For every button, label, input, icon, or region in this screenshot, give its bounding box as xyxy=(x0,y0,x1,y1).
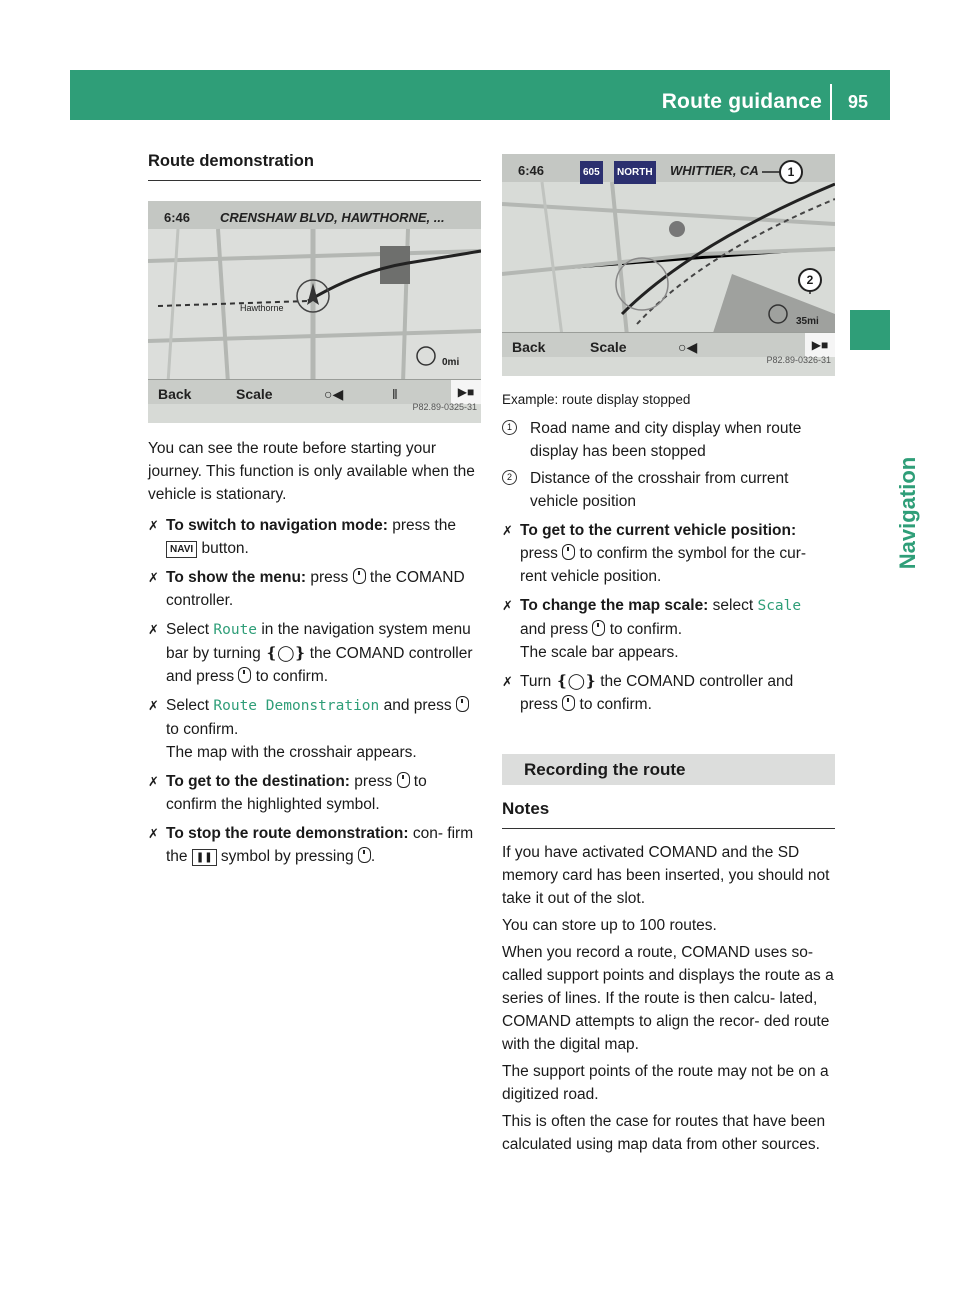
play-destination-icon[interactable]: ▶■ xyxy=(805,333,835,357)
step-arrow-icon: ✗ xyxy=(148,622,159,637)
step-arrow-icon: ✗ xyxy=(148,570,159,585)
left-column xyxy=(148,150,481,874)
callout-1: 1 xyxy=(779,160,803,184)
navigation-arrow-icon[interactable]: ○◀ xyxy=(678,339,698,355)
route-demo-screenshot xyxy=(148,201,481,423)
header-divider xyxy=(830,84,832,120)
press-controller-icon xyxy=(238,667,251,683)
step-show-menu: ✗ To show the menu: press the COMAND controller. xyxy=(148,566,481,612)
turn-controller-icon: ❴◯❵ xyxy=(555,673,596,690)
step-select-route: ✗ Select Route in the navigation system menu bar by turning ❴◯❵ the COMAND controller and press to confirm. xyxy=(148,618,481,688)
figure-reference: P82.89-0326-31 xyxy=(766,355,831,365)
scale-button[interactable]: Scale xyxy=(590,339,627,355)
notes-paragraph: You can store up to 100 routes. xyxy=(502,917,717,934)
direction-badge: NORTH xyxy=(614,161,656,184)
road-name-display: WHITTIER, CA xyxy=(670,163,759,178)
step-navigation-mode: ✗ To switch to navigation mode: press the NAVI button. xyxy=(148,514,481,560)
notes-paragraph: This is often the case for routes that have been calculated using map data from other sources. xyxy=(502,1113,826,1153)
recording-route-heading: Recording the route xyxy=(502,754,835,785)
distance-indicator: 35mi xyxy=(796,316,819,327)
figure-reference: P82.89-0325-31 xyxy=(412,402,477,412)
road-name-display: CRENSHAW BLVD, HAWTHORNE, ... xyxy=(220,210,445,225)
pause-icon[interactable]: ‖ xyxy=(392,386,398,402)
step-turn-controller: ✗ Turn ❴◯❵ the COMAND controller and press to confirm. xyxy=(502,670,835,716)
step-stop-demonstration: ✗ To stop the route demonstration: con- firm the ❚❚ symbol by pressing . xyxy=(148,822,481,868)
back-button[interactable]: Back xyxy=(512,339,546,355)
notes-paragraph: The support points of the route may not be on a digitized road. xyxy=(502,1063,829,1103)
press-controller-icon xyxy=(456,696,469,712)
step-arrow-icon: ✗ xyxy=(148,518,159,533)
section-title: Route guidance xyxy=(661,90,822,113)
legend-item: 2 Distance of the crosshair from current vehicle position xyxy=(502,467,835,513)
menu-item-scale: Scale xyxy=(757,598,802,614)
side-tab-label: Navigation xyxy=(895,456,921,570)
play-destination-icon[interactable]: ▶■ xyxy=(451,380,481,404)
press-controller-icon xyxy=(562,695,575,711)
step-arrow-icon: ✗ xyxy=(148,698,159,713)
press-controller-icon xyxy=(592,620,605,636)
step-arrow-icon: ✗ xyxy=(502,674,513,689)
legend-number: 2 xyxy=(502,470,517,485)
clock: 6:46 xyxy=(164,210,191,225)
route-demonstration-heading: Route demonstration xyxy=(148,150,481,181)
legend-number: 1 xyxy=(502,420,517,435)
legend-item: 1 Road name and city display when route display has been stopped xyxy=(502,417,835,463)
route-stopped-screenshot xyxy=(502,154,835,376)
step-select-route-demonstration: ✗ Select Route Demonstration and press to confirm. The map with the crosshair appears. xyxy=(148,694,481,764)
step-arrow-icon: ✗ xyxy=(502,598,513,613)
back-button[interactable]: Back xyxy=(158,386,192,402)
map-label: Hawthorne xyxy=(240,303,284,313)
notes-paragraph: If you have activated COMAND and the SD memory card has been inserted, you should not take it out of the slot. xyxy=(502,844,830,907)
figure-caption: Example: route display stopped xyxy=(502,392,691,407)
menu-item-route: Route xyxy=(213,622,258,638)
side-tab-marker xyxy=(850,310,890,350)
turn-controller-icon: ❴◯❵ xyxy=(265,645,306,662)
route-shield-badge: 605 xyxy=(580,161,603,184)
callout-2: 2 xyxy=(798,268,822,292)
distance-indicator: 0mi xyxy=(442,357,460,368)
step-change-map-scale: ✗ To change the map scale: select Scale and press to confirm. The scale bar appears. xyxy=(502,594,835,664)
intro-paragraph: You can see the route before starting your journey. This function is only available when the vehicle is stationary. xyxy=(148,440,475,503)
right-column xyxy=(502,150,835,1160)
step-get-to-destination: ✗ To get to the destination: press to confirm the highlighted symbol. xyxy=(148,770,481,816)
scale-button[interactable]: Scale xyxy=(236,386,273,402)
step-arrow-icon: ✗ xyxy=(502,523,513,538)
step-arrow-icon: ✗ xyxy=(148,826,159,841)
navigation-arrow-icon[interactable]: ○◀ xyxy=(324,386,344,402)
press-controller-icon xyxy=(358,847,371,863)
notes-heading: Notes xyxy=(502,797,835,829)
navi-button-icon: NAVI xyxy=(166,541,197,558)
press-controller-icon xyxy=(353,568,366,584)
pause-symbol-icon: ❚❚ xyxy=(192,849,217,866)
step-arrow-icon: ✗ xyxy=(148,774,159,789)
clock: 6:46 xyxy=(518,163,545,178)
menu-item-route-demonstration: Route Demonstration xyxy=(213,698,380,714)
page-number: 95 xyxy=(847,92,868,112)
press-controller-icon xyxy=(562,544,575,560)
step-current-vehicle-position: ✗ To get to the current vehicle position: press to confirm the symbol for the cur- rent vehicle position. xyxy=(502,519,835,588)
press-controller-icon xyxy=(397,772,410,788)
notes-paragraph: When you record a route, COMAND uses so- called support points and displays the route as a series of lines. If the route is then calcu- lated, COMAND attempts to align the recor- ded route with the digital map. xyxy=(502,944,834,1053)
header-bar xyxy=(70,70,890,120)
